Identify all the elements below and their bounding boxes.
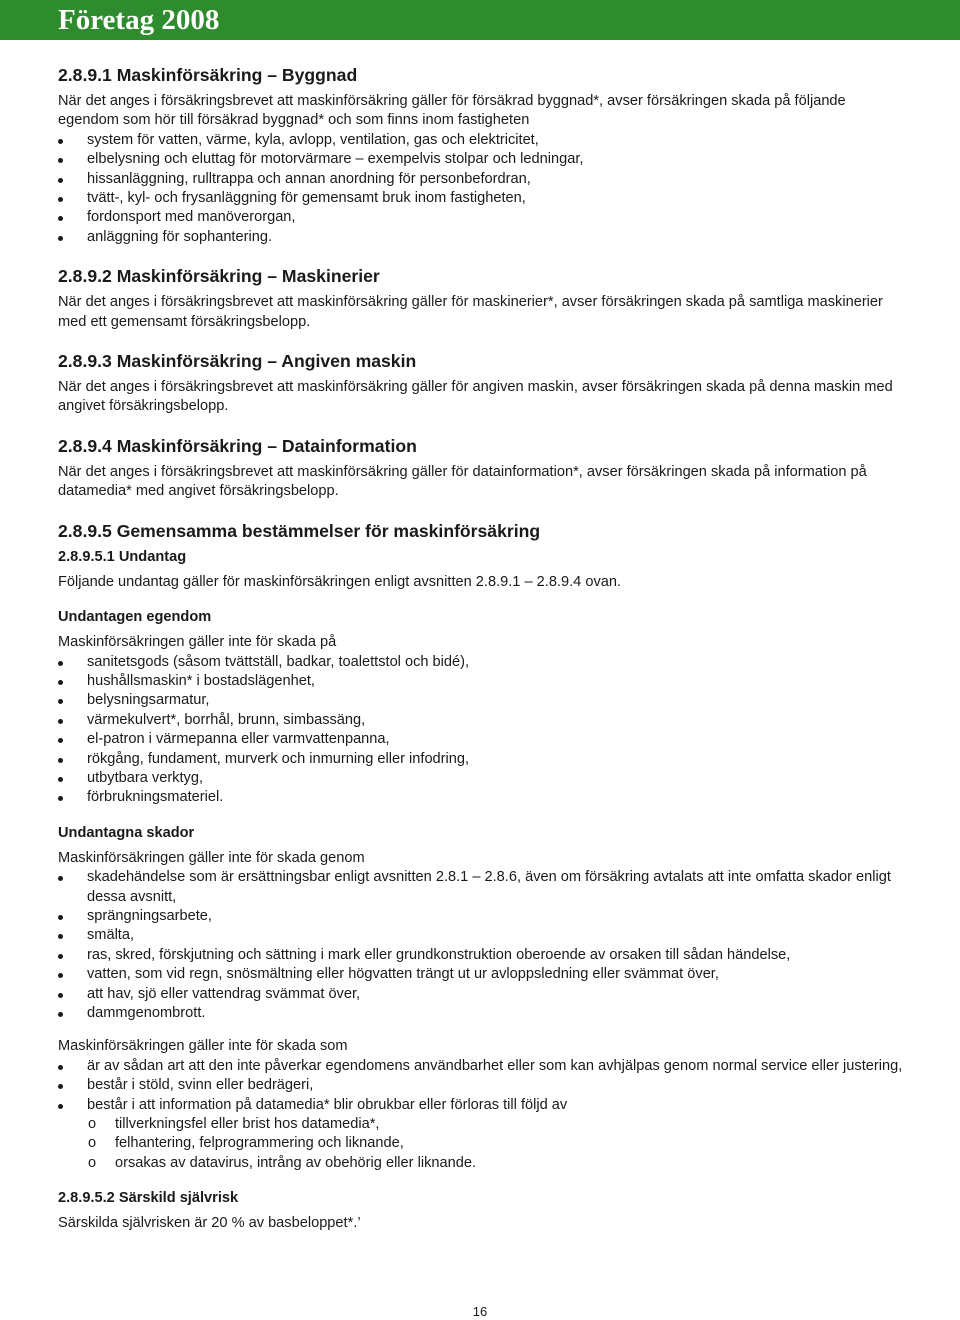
section-heading-datainformation: 2.8.9.4 Maskinförsäkring – Datainformation: [58, 435, 417, 456]
page-number: 16: [472, 1304, 488, 1319]
list-item: fordonsport med manöverorgan,: [58, 208, 908, 227]
page-header-title: Företag 2008: [58, 4, 220, 36]
list-item: sanitetsgods (såsom tvättställ, badkar, toalettstol och bidé),: [58, 653, 908, 672]
list-item: förbrukningsmateriel.: [58, 788, 908, 807]
list-item: belysningsarmatur,: [58, 691, 908, 710]
section-text-angiven-maskin: När det anges i försäkringsbrevet att maskinförsäkring gäller för angiven maskin, avser försäkringen skada på denna maskin med angivet försäkringsbelopp.: [58, 379, 893, 415]
section-heading-byggnad: 2.8.9.1 Maskinförsäkring – Byggnad: [58, 65, 358, 85]
sub-list-item: o tillverkningsfel eller brist hos datamedia*,: [58, 1115, 908, 1134]
section-text-byggnad: När det anges i försäkringsbrevet att maskinförsäkring gäller för försäkrad byggnad*, avser försäkringen skada på följande egendom som hör till försäkrad byggnad* och som finns inom fastigheten: [58, 93, 846, 129]
list-item: smälta,: [58, 926, 908, 945]
subsection-heading-undantag: 2.8.9.5.1 Undantag: [58, 548, 187, 565]
list-item: system för vatten, värme, kyla, avlopp, ventilation, gas och elektricitet,: [58, 131, 908, 150]
sub-list-item: o felhantering, felprogrammering och liknande,: [58, 1134, 908, 1153]
egendom-list: [58, 653, 908, 808]
heading-undantagna-skador: Undantagna skador: [58, 824, 195, 841]
list-item: hushållsmaskin* i bostadslägenhet,: [58, 672, 908, 691]
header-bar: [0, 0, 960, 40]
list-item: tvätt-, kyl- och frysanläggning för gemensamt bruk inom fastigheten,: [58, 189, 908, 208]
section-text-datainformation: När det anges i försäkringsbrevet att maskinförsäkring gäller för datainformation*, avser försäkringen skada på information på datamedia* med angivet försäkringsbelopp.: [58, 463, 867, 500]
list-item: skadehändelse som är ersättningsbar enligt avsnitten 2.8.1 – 2.8.6, även om försäkring avtalats att inte omfatta skador enligt dessa avsnitt,: [58, 868, 908, 907]
list-item: elbelysning och eluttag för motorvärmare – exempelvis stolpar och ledningar,: [58, 150, 908, 169]
intro-undantagna-skador: Maskinförsäkringen gäller inte för skada genom: [58, 849, 365, 866]
sub-list-item: o orsakas av datavirus, intrång av obehörig eller liknande.: [58, 1154, 908, 1173]
list-item: dammgenombrott.: [58, 1004, 908, 1023]
section-heading-maskinerier: 2.8.9.2 Maskinförsäkring – Maskinerier: [58, 266, 380, 287]
list-item: ras, skred, förskjutning och sättning i mark eller grundkonstruktion oberoende av orsaken till sådan händelse,: [58, 946, 908, 965]
document-body: [58, 64, 908, 1234]
list-item: att hav, sjö eller vattendrag svämmat över,: [58, 985, 908, 1004]
list-item: utbytbara verktyg,: [58, 769, 908, 788]
subsection-text-sjalvrisk: Särskilda självrisken är 20 % av basbeloppet*.’: [58, 1215, 361, 1232]
section-text-maskinerier: När det anges i försäkringsbrevet att maskinförsäkring gäller för maskinerier*, avser försäkringen skada på samtliga maskinerier med ett gemensamt försäkringsbelopp.: [58, 294, 883, 330]
list-item: rökgång, fundament, murverk och inmurning eller infodring,: [58, 750, 908, 769]
intro-skada-som: Maskinförsäkringen gäller inte för skada som: [58, 1038, 348, 1055]
section-heading-gemensamma: 2.8.9.5 Gemensamma bestämmelser för maskinförsäkring: [58, 520, 541, 541]
list-item: hissanläggning, rulltrappa och annan anordning för personbefordran,: [58, 170, 908, 189]
byggnad-list: [58, 131, 908, 247]
list-item: el-patron i värmepanna eller varmvattenpanna,: [58, 730, 908, 749]
intro-undantagen-egendom: Maskinförsäkringen gäller inte för skada på: [58, 634, 337, 651]
subsection-text-undantag: Följande undantag gäller för maskinförsäkringen enligt avsnitten 2.8.9.1 – 2.8.9.4 ovan.: [58, 573, 622, 590]
skada-som-list: [58, 1057, 908, 1173]
list-item: anläggning för sophantering.: [58, 228, 908, 247]
list-item: består i stöld, svinn eller bedrägeri,: [58, 1076, 908, 1095]
list-item: är av sådan art att den inte påverkar egendomens användbarhet eller som kan avhjälpas genom normal service eller justering,: [58, 1057, 908, 1076]
skador-list: [58, 868, 908, 1023]
list-item: värmekulvert*, borrhål, brunn, simbassäng,: [58, 711, 908, 730]
section-heading-angiven-maskin: 2.8.9.3 Maskinförsäkring – Angiven maskin: [58, 351, 417, 372]
list-item: vatten, som vid regn, snösmältning eller högvatten trängt ut ur avloppsledning eller svämmat över,: [58, 965, 908, 984]
subsection-heading-sjalvrisk: 2.8.9.5.2 Särskild självrisk: [58, 1190, 239, 1207]
list-item: sprängningsarbete,: [58, 907, 908, 926]
list-item: består i att information på datamedia* blir obrukbar eller förloras till följd av: [58, 1096, 908, 1115]
heading-undantagen-egendom: Undantagen egendom: [58, 609, 212, 626]
